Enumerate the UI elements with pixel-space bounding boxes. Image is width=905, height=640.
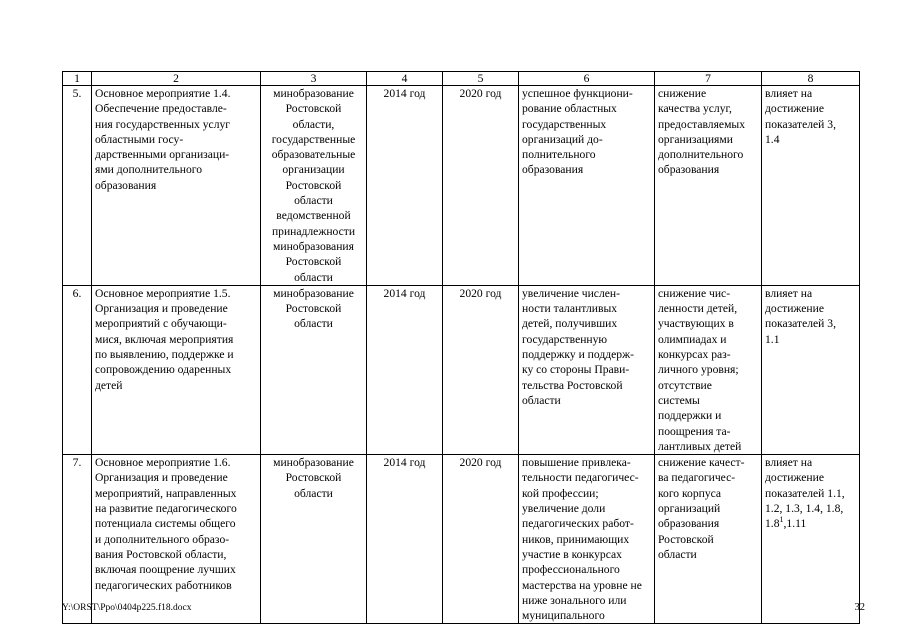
expected-result: успешное функциони- рование областных государственных организаций до- полнительного образования xyxy=(519,86,655,286)
header-cell-7: 7 xyxy=(655,72,762,86)
table-row xyxy=(63,455,860,624)
non-implementation-consequences: снижение качества услуг, предоставляемых организациями дополнительного образования xyxy=(655,86,762,286)
executor: минобразование Ростовской области xyxy=(261,285,367,454)
indicator-link-tail: ,1.11 xyxy=(783,517,807,531)
indicator-link: влияет на достижение показателей 3, 1.1 xyxy=(762,285,860,454)
header-cell-3: 3 xyxy=(261,72,367,86)
header-row xyxy=(63,72,860,86)
row-number: 7. xyxy=(63,455,92,624)
header-cell-8: 8 xyxy=(762,72,860,86)
indicator-link xyxy=(762,455,860,624)
non-implementation-consequences: снижение чис- ленности детей, участвующих в олимпиадах и конкурсах раз- личного уровня; отсутствие системы поддержки и поощрения та- лантливых детей xyxy=(655,285,762,454)
end-year: 2020 год xyxy=(443,455,519,624)
header-cell-4: 4 xyxy=(367,72,443,86)
activity-name: Основное мероприятие 1.6. Организация и проведение мероприятий, направленных на развитие педагогического потенциала системы общего и дополнительного образо- вания Ростовской области, включая поощрение лучших педагогических работников xyxy=(92,455,261,624)
indicator-link-main: влияет на достижение показателей 1.1, 1.2, 1.3, 1.4, 1.8, 1.8 xyxy=(765,456,845,531)
expected-result: увеличение числен- ности талантливых детей, получивших государственную поддержку и поддерж- ку со стороны Прави- тельства Ростовской области xyxy=(519,285,655,454)
end-year: 2020 год xyxy=(443,285,519,454)
header-cell-5: 5 xyxy=(443,72,519,86)
activity-name: Основное мероприятие 1.4. Обеспечение предоставле- ния государственных услуг областными госу- дарственными организаци- ями дополнительного образования xyxy=(92,86,261,286)
indicator-link-superscript: 1 xyxy=(779,515,784,525)
non-implementation-consequences: снижение качест- ва педагогичес- кого корпуса организаций образования Ростовской области xyxy=(655,455,762,624)
row-number: 6. xyxy=(63,285,92,454)
header-cell-1: 1 xyxy=(63,72,92,86)
start-year: 2014 год xyxy=(367,86,443,286)
end-year: 2020 год xyxy=(443,86,519,286)
expected-result: повышение привлека- тельности педагогичес- кой профессии; увеличение доли педагогических работ- ников, принимающих участие в конкурсах профессионального мастерства на уровне не ниже зонального или муниципального xyxy=(519,455,655,624)
program-activities-table xyxy=(62,71,860,624)
executor: минобразование Ростовской области, государственные образовательные организации Ростовской области ведомственной принадлежности минобразования Ростовской области xyxy=(261,86,367,286)
table-row xyxy=(63,86,860,286)
indicator-link: влияет на достижение показателей 3, 1.4 xyxy=(762,86,860,286)
header-cell-2: 2 xyxy=(92,72,261,86)
footer-file-path: Y:\ORST\Ppo\0404p225.f18.docx xyxy=(62,603,192,613)
executor: минобразование Ростовской области xyxy=(261,455,367,624)
row-number: 5. xyxy=(63,86,92,286)
footer-page-number: 32 xyxy=(854,602,865,613)
table-row xyxy=(63,285,860,454)
header-cell-6: 6 xyxy=(519,72,655,86)
start-year: 2014 год xyxy=(367,455,443,624)
activity-name: Основное мероприятие 1.5. Организация и проведение мероприятий с обучающи- мися, включая мероприятия по выявлению, поддержке и сопровождению одаренных детей xyxy=(92,285,261,454)
start-year: 2014 год xyxy=(367,285,443,454)
